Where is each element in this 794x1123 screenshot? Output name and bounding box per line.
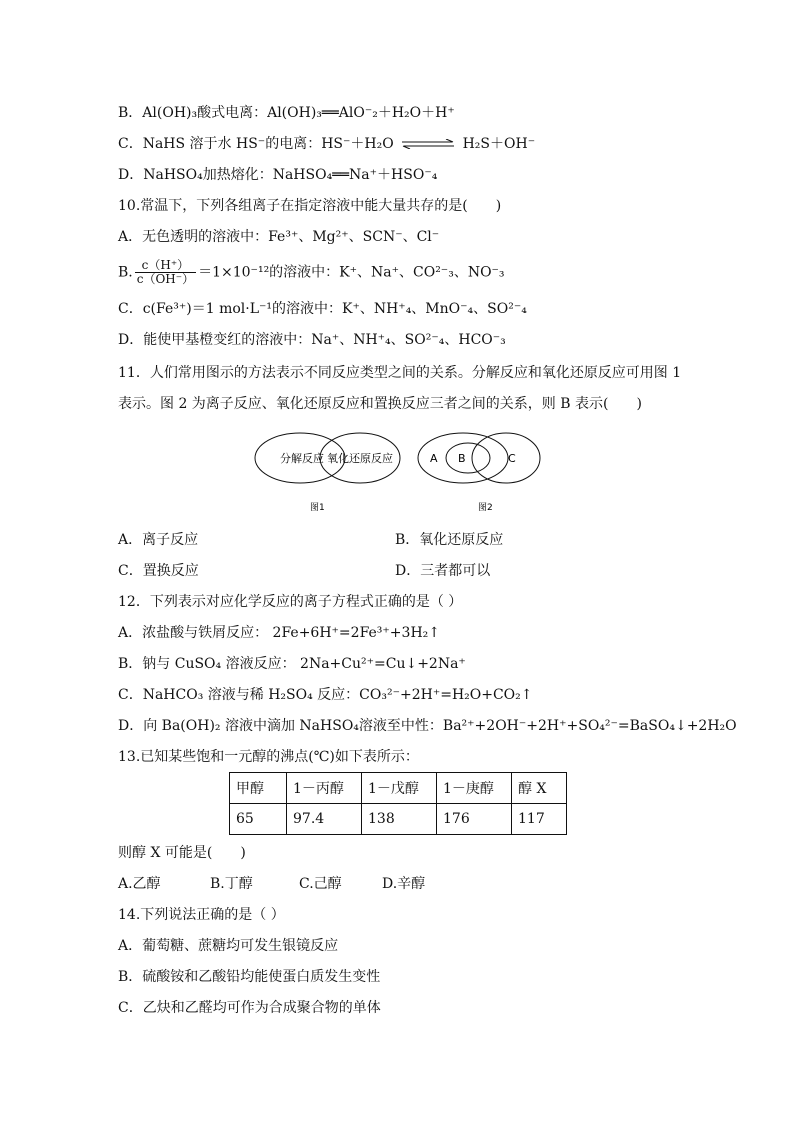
q9-option-c <box>118 135 535 153</box>
q13-option-a: A.乙醇 <box>118 876 161 892</box>
fig2-right-ellipse <box>472 433 540 483</box>
q11-option-d: D．三者都可以 <box>395 563 491 579</box>
figure-1 <box>255 433 400 513</box>
fig2-caption: 图2 <box>478 503 493 513</box>
q11-stem-line2: 表示。图 2 为离子反应、氧化还原反应和置换反应三者之间的关系，则 B 表示( ) <box>118 396 642 412</box>
fig2-inner-ellipse <box>446 443 490 473</box>
table-header-row <box>230 773 567 804</box>
q14-stem: 14.下列说法正确的是（ ） <box>118 907 285 923</box>
q14-option-c: C．乙炔和乙醛均可作为合成聚合物的单体 <box>118 1000 381 1016</box>
table-cell: 65 <box>230 804 287 835</box>
q11-option-c: C．置换反应 <box>118 563 199 579</box>
q12-option-d: D．向 Ba(OH)₂ 溶液中滴加 NaHSO₄溶液至中性：Ba²⁺+2OH⁻+2H⁺+SO₄²⁻=BaSO₄↓+2H₂O <box>118 718 737 734</box>
q14-option-b: B．硫酸铵和乙酸铅均能使蛋白质发生变性 <box>118 969 381 985</box>
q9-option-b: B．Al(OH)₃酸式电离：Al(OH)₃══AlO⁻₂＋H₂O＋H⁺ <box>118 105 455 121</box>
q9-option-d: D．NaHSO₄加热熔化：NaHSO₄══Na⁺＋HSO⁻₄ <box>118 167 438 183</box>
table-header-cell: 1－庚醇 <box>437 773 512 804</box>
q10-stem: 10.常温下，下列各组离子在指定溶液中能大量共存的是( ) <box>118 198 502 214</box>
fraction-numerator: c（H⁺） <box>135 259 196 273</box>
q10-option-b-rest: ＝1×10⁻¹²的溶液中：K⁺、Na⁺、CO²⁻₃、NO⁻₃ <box>198 264 505 281</box>
q13-option-b: B.丁醇 <box>210 876 253 892</box>
table-cell: 97.4 <box>287 804 362 835</box>
ratio-fraction <box>135 259 196 286</box>
reversible-arrow-icon <box>400 139 456 149</box>
table-cell: 117 <box>512 804 567 835</box>
q13-stem: 13.已知某些饱和一元醇的沸点(℃)如下表所示： <box>118 749 419 765</box>
q11-option-a: A．离子反应 <box>118 532 199 548</box>
q12-option-c: C．NaHCO₃ 溶液与稀 H₂SO₄ 反应：CO₃²⁻+2H⁺=H₂O+CO₂↑ <box>118 687 533 703</box>
fraction-denominator: c（OH⁻） <box>136 272 195 286</box>
q12-stem: 12．下列表示对应化学反应的离子方程式正确的是（ ） <box>118 594 463 610</box>
q10-option-b <box>118 259 505 286</box>
q13-option-d: D.辛醇 <box>382 876 426 892</box>
table-header-cell: 醇 X <box>512 773 567 804</box>
table-header-cell: 甲醇 <box>230 773 287 804</box>
boiling-point-table <box>229 772 567 835</box>
table-header-cell: 1－丙醇 <box>287 773 362 804</box>
q13-option-c: C.己醇 <box>299 876 342 892</box>
table-header-cell: 1－戊醇 <box>362 773 437 804</box>
q14-option-a: A．葡萄糖、蔗糖均可发生银镜反应 <box>118 938 339 954</box>
q10-option-b-prefix: B. <box>118 264 133 281</box>
q9-option-c-right: H₂S＋OH⁻ <box>462 136 536 152</box>
q12-option-a: A．浓盐酸与铁屑反应： 2Fe+6H⁺=2Fe³⁺+3H₂↑ <box>118 625 440 641</box>
q11-option-b: B．氧化还原反应 <box>395 532 504 548</box>
fig2-label-a: A <box>430 452 438 465</box>
q10-option-c: C．c(Fe³⁺)＝1 mol·L⁻¹的溶液中：K⁺、NH⁺₄、MnO⁻₄、SO²⁻₄ <box>118 301 527 317</box>
fig1-caption: 图1 <box>310 503 325 513</box>
q11-figures <box>250 425 550 517</box>
q10-option-d: D．能使甲基橙变红的溶液中：Na⁺、NH⁺₄、SO²⁻₄、HCO⁻₃ <box>118 332 506 348</box>
fig2-label-b: B <box>458 452 466 465</box>
table-cell: 176 <box>437 804 512 835</box>
fig2-label-c: C <box>508 452 516 465</box>
fig1-right-label: 氧化还原反应 <box>327 452 393 465</box>
table-row <box>230 804 567 835</box>
q10-option-a: A．无色透明的溶液中：Fe³⁺、Mg²⁺、SCN⁻、Cl⁻ <box>118 229 440 245</box>
fig1-left-label: 分解反应 <box>280 452 324 465</box>
q11-stem-line1: 11．人们常用图示的方法表示不同反应类型之间的关系。分解反应和氧化还原反应可用图 1 <box>118 365 682 381</box>
table-cell: 138 <box>362 804 437 835</box>
q9-option-c-left: C．NaHS 溶于水 HS⁻的电离：HS⁻＋H₂O <box>118 136 394 152</box>
figure-2 <box>418 433 540 513</box>
q12-option-b: B．钠与 CuSO₄ 溶液反应： 2Na+Cu²⁺=Cu↓+2Na⁺ <box>118 656 466 672</box>
q13-ask: 则醇 X 可能是( ) <box>118 845 246 861</box>
